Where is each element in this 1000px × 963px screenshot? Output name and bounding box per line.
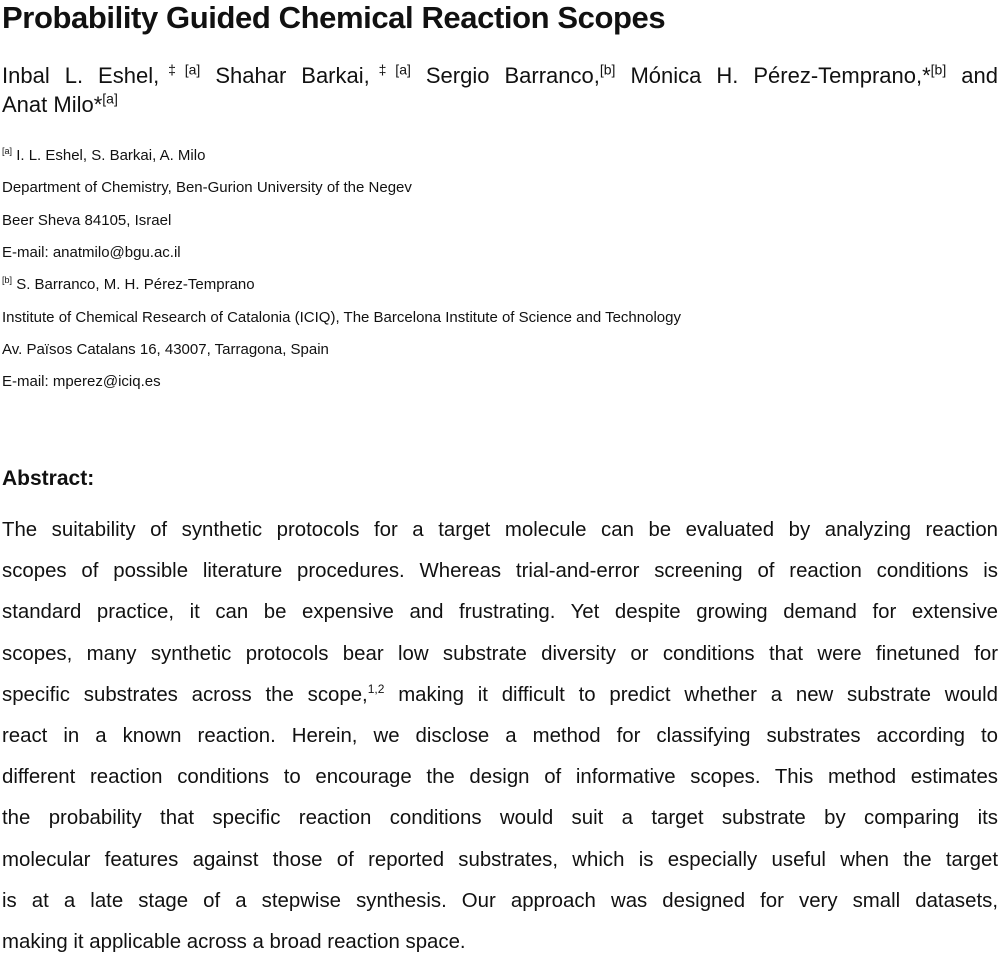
author-conjunction: and (961, 63, 998, 88)
author-barranco: Sergio Barranco,[b] (425, 61, 616, 88)
affiliation-b-institute: Institute of Chemical Research of Catalonia (ICIQ), The Barcelona Institute of Science and Technology (2, 309, 681, 326)
author-eshel: Inbal L. Eshel,$^{\ddagger[a]}$ (2, 61, 201, 88)
author-list-line-1 (2, 62, 998, 90)
abstract-body (2, 510, 998, 963)
abstract-line: is at a late stage of a stepwise synthesis. Our approach was designed for very small datasets, (2, 889, 998, 912)
author-barkai: Shahar Barkai,$^{\ddagger[a]}$ (215, 61, 411, 88)
abstract-line: react in a known reaction. Herein, we disclose a method for classifying substrates according to (2, 724, 998, 747)
affiliation-a-department: Department of Chemistry, Ben-Gurion University of the Negev (2, 179, 412, 196)
abstract-line: The suitability of synthetic protocols for a target molecule can be evaluated by analyzing reaction (2, 519, 998, 541)
abstract-line: different reaction conditions to encourage the design of informative scopes. This method estimates (2, 766, 998, 789)
affiliation-b-address: Av. Països Catalans 16, 43007, Tarragona, Spain (2, 341, 329, 358)
abstract-line: specific substrates across the scope,$^{1,2}$ making it difficult to predict whether a new substrate would (2, 681, 998, 706)
affiliation-a-email: E-mail: anatmilo@bgu.ac.il (2, 244, 181, 261)
affiliation-a-address: Beer Sheva 84105, Israel (2, 212, 172, 229)
abstract-line: molecular features against those of reported substrates, which is especially useful when the target (2, 848, 998, 871)
abstract-heading: Abstract: (2, 467, 95, 490)
paper-title: Probability Guided Chemical Reaction Scopes (2, 0, 666, 35)
affiliation-b-email: E-mail: mperez@iciq.es (2, 373, 161, 390)
abstract-line: standard practice, it can be expensive and frustrating. Yet despite growing demand for extensive (2, 601, 998, 624)
affiliation-a-names: [a] I. L. Eshel, S. Barkai, A. Milo (2, 146, 206, 164)
author-list-line-2 (2, 91, 118, 119)
abstract-line: scopes of possible literature procedures. Whereas trial-and-error screening of reaction conditions is (2, 560, 998, 583)
author-milo: Anat Milo*[a] (2, 90, 118, 117)
citation-superscript: 1,2 (367, 681, 385, 696)
abstract-line: scopes, many synthetic protocols bear low substrate diversity or conditions that were finetuned for (2, 642, 998, 665)
affiliation-b-names: [b] S. Barranco, M. H. Pérez-Temprano (2, 275, 255, 293)
abstract-line: the probability that specific reaction conditions would suit a target substrate by comparing its (2, 807, 998, 830)
author-perez-temprano: Mónica H. Pérez-Temprano,*[b] (630, 61, 947, 88)
abstract-line: making it applicable across a broad reaction space. (2, 930, 466, 953)
